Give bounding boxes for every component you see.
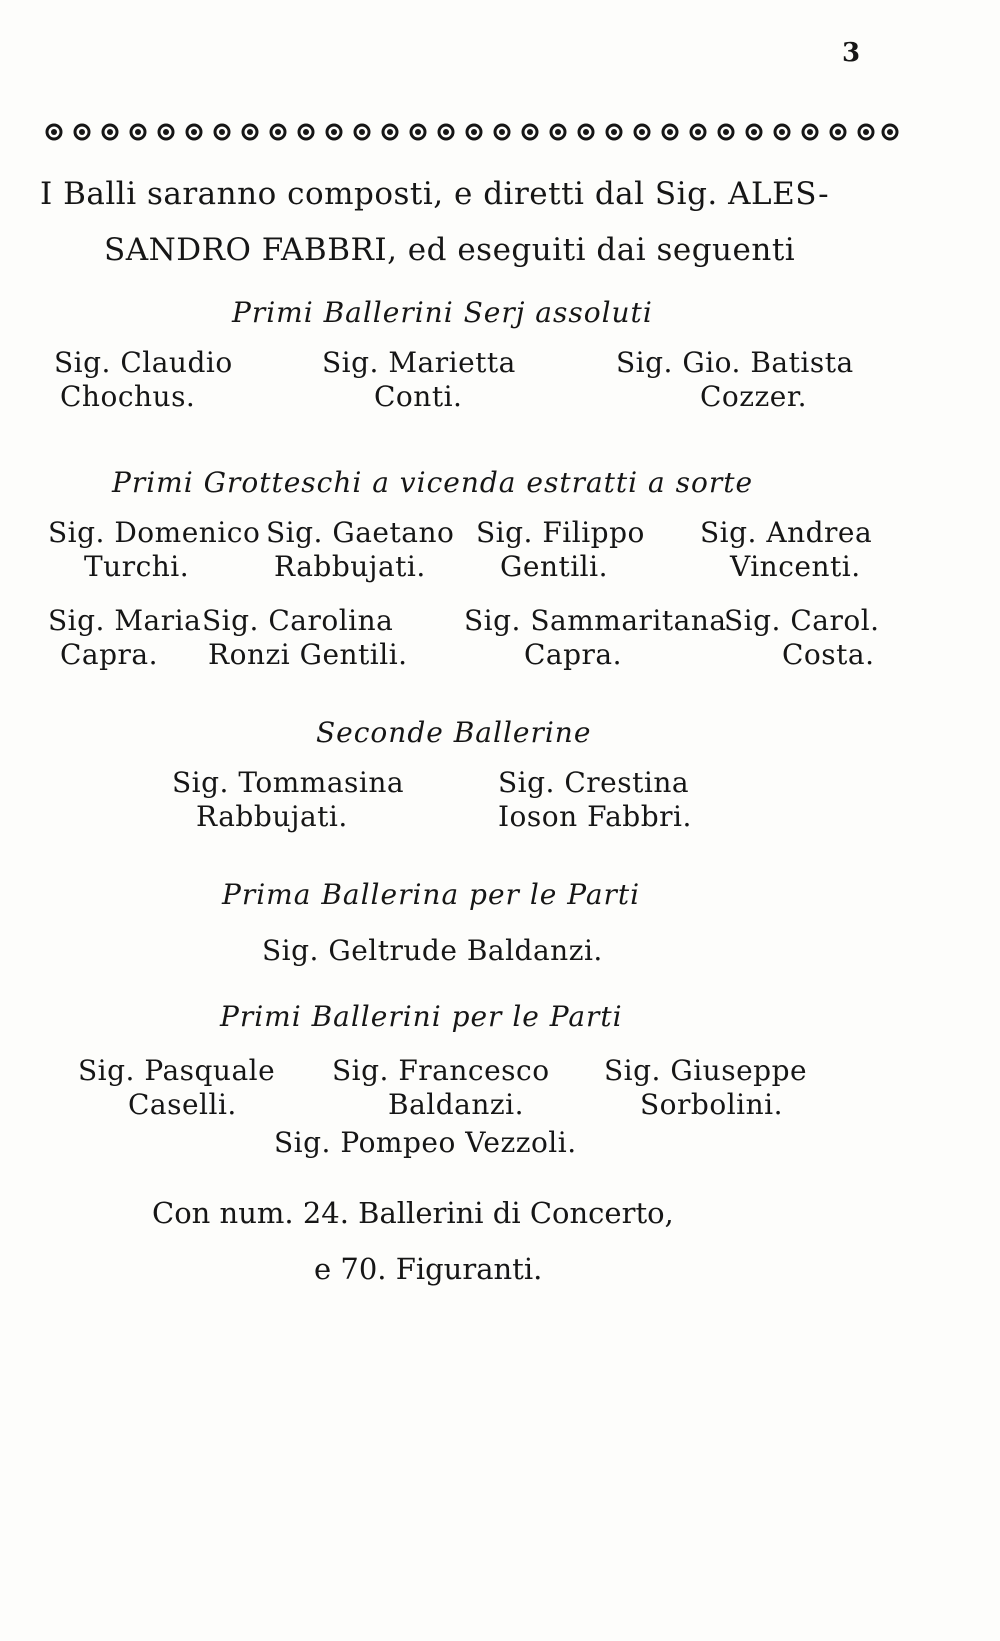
dancer-entry: Sig. Geltrude Baldanzi. — [262, 934, 603, 967]
intro-line-1: I Balli saranno composti, e diretti dal Sig. ALES- — [40, 176, 830, 212]
heading-grotteschi: Primi Grotteschi a vicenda estratti a sorte — [112, 466, 754, 499]
dancer-entry: Sig. Giuseppe Sorbolini. — [604, 1054, 808, 1121]
closing-line-1: Con num. 24. Ballerini di Concerto, — [152, 1196, 674, 1230]
dancer-entry: Sig. Filippo Gentili. — [476, 516, 645, 583]
dancer-entry: Sig. Pasquale Caselli. — [78, 1054, 276, 1121]
heading-primi-serj: Primi Ballerini Serj assoluti — [232, 296, 653, 329]
dancer-entry: Sig. Marietta Conti. — [322, 346, 516, 413]
dancer-entry: Sig. Gio. Batista Cozzer. — [616, 346, 854, 413]
ornament-border — [40, 118, 902, 146]
intro-line-2: SANDRO FABBRI, ed eseguiti dai seguenti — [104, 232, 796, 268]
dancer-entry: Sig. Carolina Ronzi Gentili. — [202, 604, 408, 671]
page-number: 3 — [842, 38, 861, 68]
dancer-entry: Sig. Sammaritana Capra. — [464, 604, 727, 671]
dancer-entry: Sig. Andrea Vincenti. — [700, 516, 873, 583]
dancer-entry: Sig. Domenico Turchi. — [48, 516, 261, 583]
dancer-entry: Sig. Gaetano Rabbujati. — [266, 516, 455, 583]
dancer-entry: Sig. Maria Capra. — [48, 604, 202, 671]
dancer-entry: Sig. Crestina Ioson Fabbri. — [498, 766, 692, 833]
dancer-entry: Sig. Claudio Chochus. — [54, 346, 233, 413]
heading-seconde-ballerine: Seconde Ballerine — [316, 716, 592, 749]
heading-prima-ballerina-parti: Prima Ballerina per le Parti — [222, 878, 641, 911]
dancer-entry: Sig. Pompeo Vezzoli. — [274, 1126, 577, 1159]
dancer-entry: Sig. Tommasina Rabbujati. — [172, 766, 405, 833]
dancer-entry: Sig. Carol. Costa. — [724, 604, 880, 671]
heading-primi-ballerini-parti: Primi Ballerini per le Parti — [220, 1000, 623, 1033]
dancer-entry: Sig. Francesco Baldanzi. — [332, 1054, 550, 1121]
closing-line-2: e 70. Figuranti. — [314, 1252, 543, 1286]
